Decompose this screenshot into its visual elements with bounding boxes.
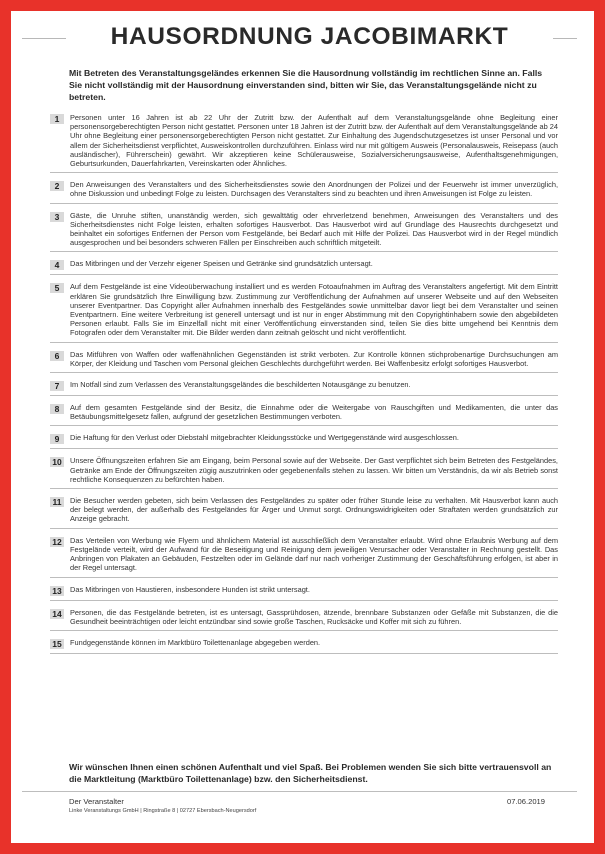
- rule-text: Die Haftung für den Verlust oder Diebstahl mitgebrachter Kleidungsstücke und Wertgegenstände wird ausgeschlossen.: [70, 433, 459, 443]
- rule-item: [50, 179, 558, 203]
- rule-item: [50, 495, 558, 529]
- footer-divider: [22, 791, 577, 792]
- rule-number: 1: [50, 114, 64, 124]
- rule-item: [50, 112, 558, 173]
- rule-text: Personen unter 16 Jahren ist ab 22 Uhr der Zutritt bzw. der Aufenthalt auf dem Veranstaltungsgelände ohne Begleitung einer personensorgeberechtigten Person nicht gestattet. Personen unter 18 Jahren ist der Zutritt bzw. der Aufenthalt auf dem Veranstaltungsgelände ab 24 Uhr ohne Begleitung einer personensorgeberechtigten Person nicht gestattet. Zur Einhaltung des Jugendschutzgesetzes ist unser Personal und vor allem der Sicherheitsdienst verpflichtet, Ausweiskontrollen durchzuführen. Einlass wird nur mit gültigem Ausweis (Personalausweis, Reisepass (auch ausländischer), Führerschein) gewährt. Wir akzeptieren keine Schülerausweise, Sozialversicherungsausweise, Aufenthaltsgenehmigungen, Geburtsurkunden, Dauerfahrkarten, Vereinskarten oder Ähnliches.: [70, 113, 558, 169]
- rule-item: [50, 402, 558, 426]
- rule-number: 11: [50, 497, 64, 507]
- rule-text: Auf dem gesamten Festgelände sind der Besitz, die Einnahme oder die Weitergabe von Rauschgiften und Medikamenten, die unter das Betäubungsmittelgesetz fallen, aufgrund der gesetzlichen Bestimmungen verboten.: [70, 403, 558, 422]
- title-bar: [22, 23, 577, 50]
- rule-text: Personen, die das Festgelände betreten, ist es untersagt, Gassprühdosen, ätzende, brennbare Substanzen oder Gefäße mit Substanzen, die die Gesundheit beeinträchtigen oder leicht entzündbar sind sowie große Taschen, Rucksäcke und Koffer mit sich zu führen.: [70, 607, 558, 626]
- intro-text: Mit Betreten des Veranstaltungsgeländes erkennen Sie die Hausordnung vollständig im rechtlichen Sinne an. Falls Sie nicht vollständig mit der Hausordnung einverstanden sind, bitten wir Sie, das Veranstaltungsgelände nicht zu betreten.: [69, 68, 543, 102]
- rule-text: Unsere Öffnungszeiten erfahren Sie am Eingang, beim Personal sowie auf der Webseite. Der Gast verpflichtet sich beim Betreten des Festgeländes, Getränke am Ende der Öffnungszeiten zügig auszutrinken oder gegebenenfalls stehen zu lassen. Wir bitten um Verständnis, da wir als Betrieb sonst rechtliche Konsequenzen zu befürchten haben.: [70, 456, 558, 484]
- rule-text: Fundgegenstände können im Marktbüro Toilettenanlage abgegeben werden.: [70, 637, 321, 647]
- rule-number: 8: [50, 404, 64, 414]
- document-date: 07.06.2019: [506, 797, 545, 806]
- rule-number: 6: [50, 351, 64, 361]
- rule-item: [50, 281, 558, 342]
- rule-item: [50, 584, 558, 601]
- rule-number: 15: [50, 639, 64, 649]
- rule-number: 3: [50, 212, 64, 222]
- rule-number: 5: [50, 283, 64, 293]
- rule-item: [50, 349, 558, 373]
- rule-number: 10: [50, 457, 64, 467]
- organizer-label: Der Veranstalter: [69, 797, 124, 806]
- rule-item: [50, 432, 558, 449]
- rule-text: Den Anweisungen des Veranstalters und des Sicherheitsdienstes sowie den Anordnungen der Polizei und der Feuerwehr ist immer unverzüglich, ohne Diskussion und unbedingt Folge zu leisten. Durchsagen des Veranstalters sind zu beachten und ihren Anweisungen ist Folge zu leisten.: [70, 180, 558, 199]
- rule-number: 14: [50, 609, 64, 619]
- rules-list: [50, 112, 558, 660]
- rule-item: [50, 210, 558, 253]
- rule-item: [50, 535, 558, 578]
- rule-number: 12: [50, 537, 64, 547]
- rule-text: Gäste, die Unruhe stiften, unanständig werden, sich gewalttätig oder ehrverletzend benehmen, Anweisungen des Veranstalters und des Sicherheitsdienstes nicht Folge leisten, erhalten sofortiges Hausverbot. Das Hausverbot wird auf Grundlage des Hausrechts durchgesetzt und beinhaltet ein sofortiges Entfernen der Person vom Festgelände, bei Bedarf auch mit Hilfe der Polizei. Das Hausverbot wird in der Regel mündlich ausgesprochen und bei besonders schweren Fällen per Einschreiben auch schriftlich mitgeteilt.: [70, 210, 558, 248]
- rule-item: [50, 455, 558, 489]
- rule-text: Im Notfall sind zum Verlassen des Veranstaltungsgeländes die beschilderten Notausgänge zu benutzen.: [70, 380, 411, 390]
- title-rule-left: [22, 38, 66, 39]
- rule-number: 9: [50, 434, 64, 444]
- rule-item: [50, 258, 558, 275]
- closing-text: Wir wünschen Ihnen einen schönen Aufenthalt und viel Spaß. Bei Problemen wenden Sie sich bitte vertrauensvoll an die Marktleitung (Marktbüro Toilettenanlage) bzw. den Sicherheitsdienst.: [69, 762, 552, 784]
- rule-text: Das Mitführen von Waffen oder waffenähnlichen Gegenständen ist strikt verboten. Zur Kontrolle können stichprobenartige Durchsuchungen am Körper, der Kleidung und Taschen vom Personal gleichen Geschlechts durchgeführt werden. Bei Waffenbesitz erfolgt sofortiges Hausverbot.: [70, 349, 558, 368]
- organizer-address: Linke Veranstaltungs GmbH | Ringstraße 8 | 02727 Ebersbach-Neugersdorf: [69, 808, 257, 814]
- rule-text: Das Mitbringen und der Verzehr eigener Speisen und Getränke sind grundsätzlich untersagt.: [70, 259, 373, 269]
- rule-number: 7: [50, 381, 64, 391]
- footer-organizer-block: [69, 797, 256, 815]
- rule-text: Auf dem Festgelände ist eine Videoüberwachung installiert und es werden Fotoaufnahmen im Auftrag des Veranstalters angefertigt. Mit dem Eintritt erklären Sie grundsätzlich Ihre Einwilligung bzw. Zustimmung zur Veröffentlichung der Aufnahmen auf unserer Webseite und auf den Webseiten unserer Eventpartner. Das Copyright aller Aufnahmen innerhalb des Festgeländes sowie unmittelbar davor liegt bei dem Veranstalter und seinen Eventpartnern. Eine weitere Verbreitung ist generell untersagt und ist nur in enger Abstimmung mit den Copyrightinhabern sowie den abgebildeten Personen erlaubt. Falls Sie im Einzelfall nicht mit einer Veröffentlichung einverstanden sind, teilen Sie dies bitte umgehend bei Kenntnis dem Fotografen oder dem Veranstalter mit. Die Bilder werden dann zeitnah gelöscht und nicht veröffentlicht.: [70, 282, 558, 338]
- rule-number: 13: [50, 586, 64, 596]
- rule-text: Das Verteilen von Werbung wie Flyern und ähnlichem Material ist ausschließlich dem Veranstalter erlaubt. Wird ohne Erlaubnis Werbung auf dem Festgelände verteilt, wird der Aufwand für die Beseitigung und Reinigung dem jeweiligen Verursacher oder Veranstalter in Rechnung gestellt. Das Anbringen von Plakaten an Gebäuden, Festzelten oder im Gelände darf nur nach vorheriger Zustimmung der Geschäftsführung erfolgen, ist aber in der Regel untersagt.: [70, 535, 558, 573]
- rule-number: 4: [50, 260, 64, 270]
- title-rule-right: [553, 38, 577, 39]
- rule-text: Die Besucher werden gebeten, sich beim Verlassen des Festgeländes zu später oder früher Stunde leise zu verhalten. Mit Hausverbot kann auch der belegt werden, der außerhalb des Festgeländes für Ärger und Unmut sorgt. Ordnungswidrigkeiten oder Straftaten werden grundsätzlich zur Anzeige gebracht.: [70, 496, 558, 524]
- page-title: HAUSORDNUNG JACOBIMARKT: [110, 23, 509, 50]
- rule-number: 2: [50, 181, 64, 191]
- rule-item: [50, 607, 558, 631]
- rule-text: Das Mitbringen von Haustieren, insbesondere Hunden ist strikt untersagt.: [70, 584, 310, 594]
- rule-item: [50, 637, 558, 654]
- rule-item: [50, 379, 558, 396]
